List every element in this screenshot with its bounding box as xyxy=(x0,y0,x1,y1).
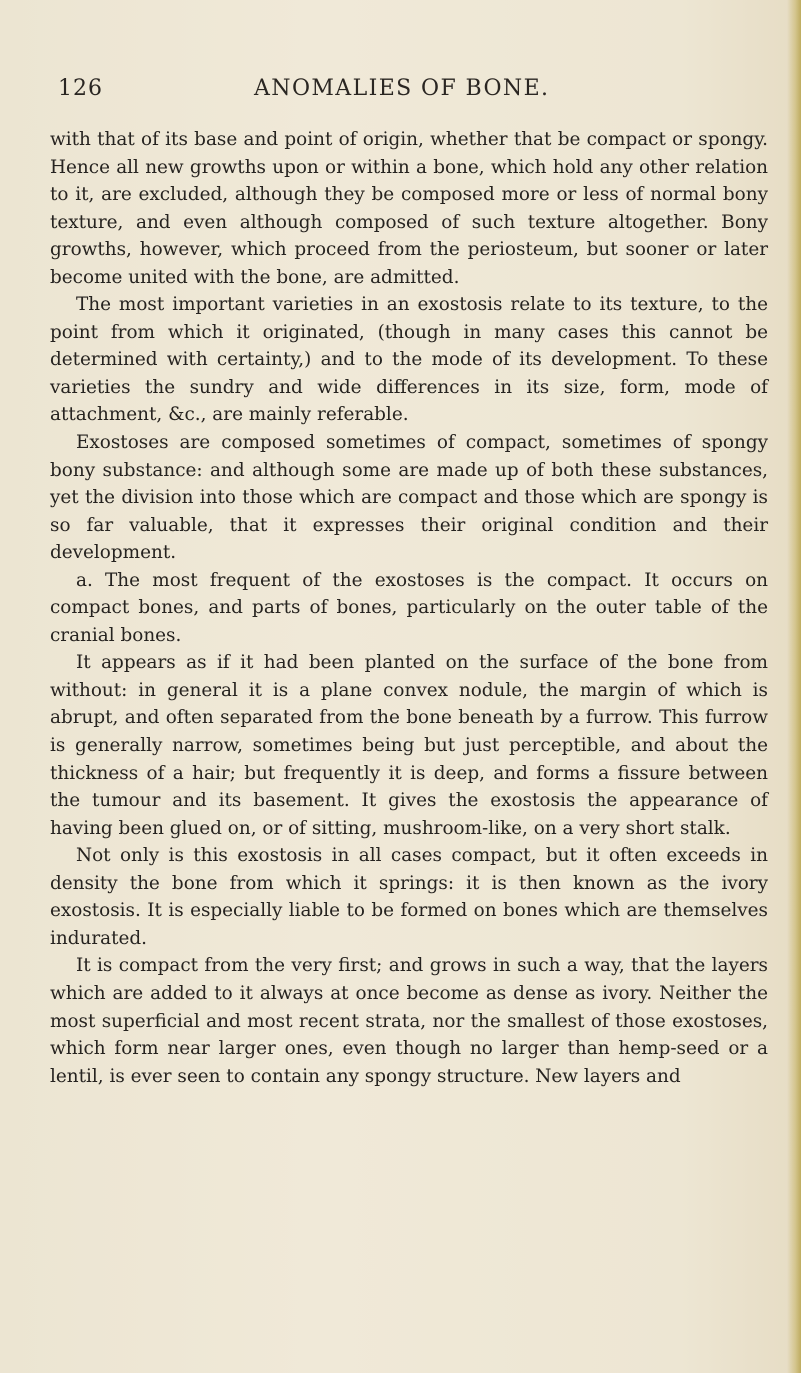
paragraph-growth: It is compact from the very first; and grows in such a way, that the layers which are added to it always at once become as dense as ivory. Neither the most superficial and most recent strata, nor the smallest of those exostoses, which form near larger ones, even though no larger than hemp-seed or a lentil, is ever seen to contain any spongy structure. New layers and xyxy=(50,955,768,1087)
body-text xyxy=(50,126,768,1090)
paragraph-ivory-exostosis: Not only is this exostosis in all cases compact, but it often exceeds in density the bone from which it springs: it is then known as the ivory exostosis. It is especially liable to be formed on bones which are themselves indurated. xyxy=(50,845,768,949)
page-number: 126 xyxy=(58,76,103,101)
paragraph-appearance: It appears as if it had been planted on the surface of the bone from without: in general it is a plane convex nodule, the margin of which is abrupt, and often separated from the bone beneath by a furrow. This furrow is generally narrow, sometimes being but just perceptible, and about the thickness of a hair; but frequently it is deep, and forms a fissure between the tumour and its basement. It gives the exostosis the appearance of having been glued on, or of sitting, mushroom-like, on a very short stalk. xyxy=(50,652,768,839)
paragraph-composition: Exostoses are composed sometimes of compact, sometimes of spongy bony substance: and although some are made up of both these substances, yet the division into those which are compact and those which are spongy is so far valuable, that it expresses their original condition and their development. xyxy=(50,432,768,564)
paragraph-continuation: with that of its base and point of origin, whether that be compact or spongy. Hence all new growths upon or within a bone, which hold any other relation to it, are excluded, although they be composed more or less of normal bony texture, and even although composed of such texture altogether. Bony growths, however, which proceed from the periosteum, but sooner or later become united with the bone, are admitted. xyxy=(50,129,768,288)
paragraph-varieties: The most important varieties in an exostosis relate to its texture, to the point from which it originated, (though in many cases this cannot be determined with certainty,) and to the mode of its development. To these varieties the sundry and wide differences in its size, form, mode of attachment, &c., are mainly referable. xyxy=(50,294,768,426)
paragraph-compact-exostosis: a. The most frequent of the exostoses is the compact. It occurs on compact bones, and parts of bones, particularly on the outer table of the cranial bones. xyxy=(50,569,768,646)
page-edge-shading xyxy=(787,0,801,1373)
page-header xyxy=(58,76,778,116)
running-head: ANOMALIES OF BONE. xyxy=(254,76,550,101)
